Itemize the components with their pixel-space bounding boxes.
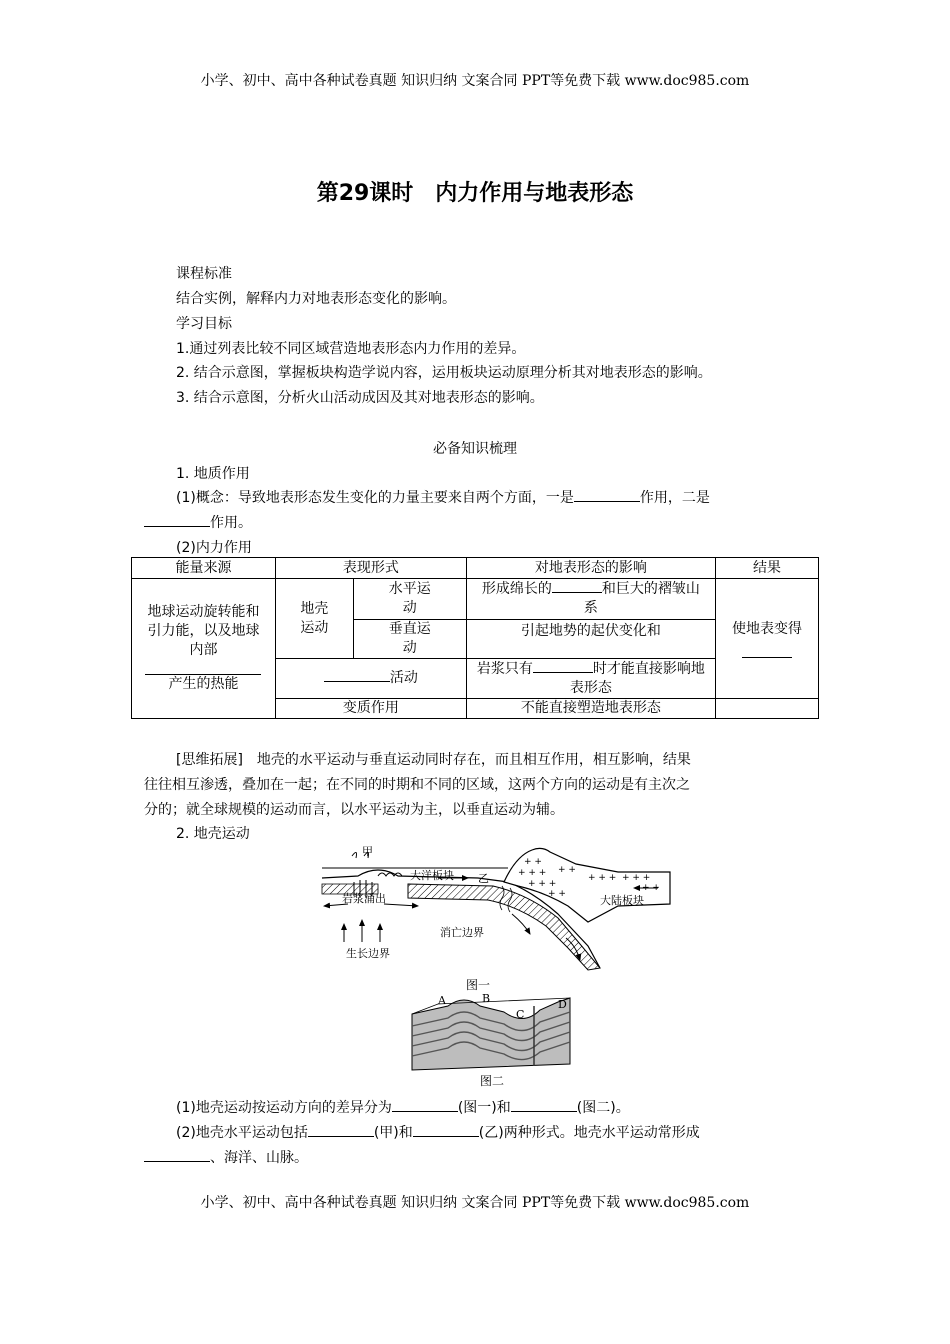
- plate-tectonics-diagram: [318, 842, 676, 974]
- standard-text: 结合实例，解释内力对地表形态变化的影响。: [176, 291, 456, 307]
- answer-blank[interactable]: [144, 514, 210, 527]
- fold-label: C: [516, 1008, 525, 1021]
- result-cell: 使地表变得: [716, 579, 819, 699]
- metamorphism-cell: 变质作用: [275, 699, 466, 719]
- svg-text:+ +: + +: [642, 883, 660, 893]
- label-continent-plate: 大陆板块: [600, 894, 644, 907]
- concept-line-1: (1)概念：导致地表形态发生变化的力量主要来自两个方面，一是 作用，二是: [176, 490, 710, 506]
- table-header: 能量来源: [132, 558, 276, 579]
- answer-blank[interactable]: [511, 1099, 577, 1112]
- magma-activity-cell: 活动: [275, 659, 466, 699]
- effect-meta-cell: 不能直接塑造地表形态: [466, 699, 715, 719]
- svg-text:+ +: + +: [548, 889, 566, 899]
- vertical-cell: 垂直运动: [353, 620, 466, 659]
- label-magma: 岩浆涌出: [342, 892, 386, 905]
- answer-blank[interactable]: [144, 1149, 210, 1162]
- energy-source-cell: 地球运动旋转能和引力能，以及地球内部 产生的热能: [132, 579, 276, 719]
- goal-item-1: 1.通过列表比较不同区域营造地表形态内力作用的差异。: [176, 341, 526, 357]
- extension-line-2: 往往相互渗透，叠加在一起；在不同的时期和不同的区域，这两个方向的运动是有主次之: [144, 777, 690, 793]
- fold-label: B: [482, 992, 491, 1005]
- svg-text:+ + +: + + +: [518, 868, 547, 878]
- answer-blank[interactable]: [742, 645, 792, 658]
- page-title: 第29课时 内力作用与地表形态: [316, 181, 634, 206]
- internal-heading: (2)内力作用: [176, 540, 252, 556]
- figure1-caption: 图一: [466, 978, 491, 992]
- answer-blank[interactable]: [308, 1124, 374, 1137]
- effect-vertical-cell: 引起地势的起伏变化和: [466, 620, 715, 659]
- answer-blank[interactable]: [324, 669, 390, 682]
- concept-line-2: 作用。: [144, 512, 252, 532]
- crust-heading: 2. 地壳运动: [176, 826, 250, 842]
- extension-line-1: [思维拓展] 地壳的水平运动与垂直运动同时存在，而且相互作用，相互影响，结果: [176, 752, 691, 768]
- fold-label: A: [438, 994, 446, 1007]
- table-header: 表现形式: [275, 558, 466, 579]
- table-header: 结果: [716, 558, 819, 579]
- svg-text:+ + +: + + +: [622, 873, 651, 883]
- svg-text:+ +: + +: [524, 857, 542, 867]
- extension-line-3: 分的；就全球规模的运动而言，以水平运动为主，以垂直运动为辅。: [144, 802, 564, 818]
- figure2-caption: 图二: [480, 1074, 505, 1088]
- label-ocean-plate: 大洋板块: [410, 869, 454, 882]
- geo-heading: 1. 地质作用: [176, 466, 250, 482]
- goals-heading: 学习目标: [176, 316, 232, 332]
- label-jia: 甲: [362, 845, 373, 858]
- standard-heading: 课程标准: [176, 266, 232, 282]
- goal-item-2: 2. 结合示意图，掌握板块构造学说内容，运用板块运动原理分析其对地表形态的影响。: [176, 365, 712, 381]
- fold-label: D: [558, 998, 567, 1011]
- page-footer: 小学、初中、高中各种试卷真题 知识归纳 文案合同 PPT等免费下载 www.doc985.com: [200, 1195, 750, 1211]
- label-subduction: 消亡边界: [440, 926, 484, 939]
- svg-text:+ + +: + + +: [588, 873, 617, 883]
- answer-blank[interactable]: [552, 580, 602, 593]
- svg-text:+ + +: + + +: [528, 879, 557, 889]
- result-empty-cell: [716, 699, 819, 719]
- crust-movement-cell: 地壳运动: [275, 579, 353, 659]
- goal-item-3: 3. 结合示意图，分析火山活动成因及其对地表形态的影响。: [176, 390, 544, 406]
- svg-text:+ +: + +: [558, 865, 576, 875]
- question-2-line-2: 、海洋、山脉。: [144, 1147, 308, 1167]
- answer-blank[interactable]: [533, 660, 593, 673]
- label-growth: 生长边界: [346, 947, 390, 960]
- horizontal-cell: 水平运动: [353, 579, 466, 620]
- answer-blank[interactable]: [145, 662, 261, 675]
- fold-block-diagram: [408, 992, 574, 1072]
- answer-blank[interactable]: [413, 1124, 479, 1137]
- section-heading: 必备知识梳理: [433, 441, 517, 457]
- question-2: (2)地壳水平运动包括 (甲)和 (乙)两种形式。地壳水平运动常形成: [176, 1125, 700, 1141]
- internal-force-table: [131, 557, 819, 719]
- label-yi: 乙: [478, 872, 489, 885]
- page-header: 小学、初中、高中各种试卷真题 知识归纳 文案合同 PPT等免费下载 www.doc985.com: [200, 73, 750, 89]
- answer-blank[interactable]: [392, 1099, 458, 1112]
- effect-horizontal-cell: 形成绵长的 和巨大的褶皱山系: [466, 579, 715, 620]
- answer-blank[interactable]: [574, 489, 640, 502]
- question-1: (1)地壳运动按运动方向的差异分为 (图一)和 (图二)。: [176, 1100, 630, 1116]
- table-header: 对地表形态的影响: [466, 558, 715, 579]
- effect-magma-cell: 岩浆只有 时才能直接影响地表形态: [466, 659, 715, 699]
